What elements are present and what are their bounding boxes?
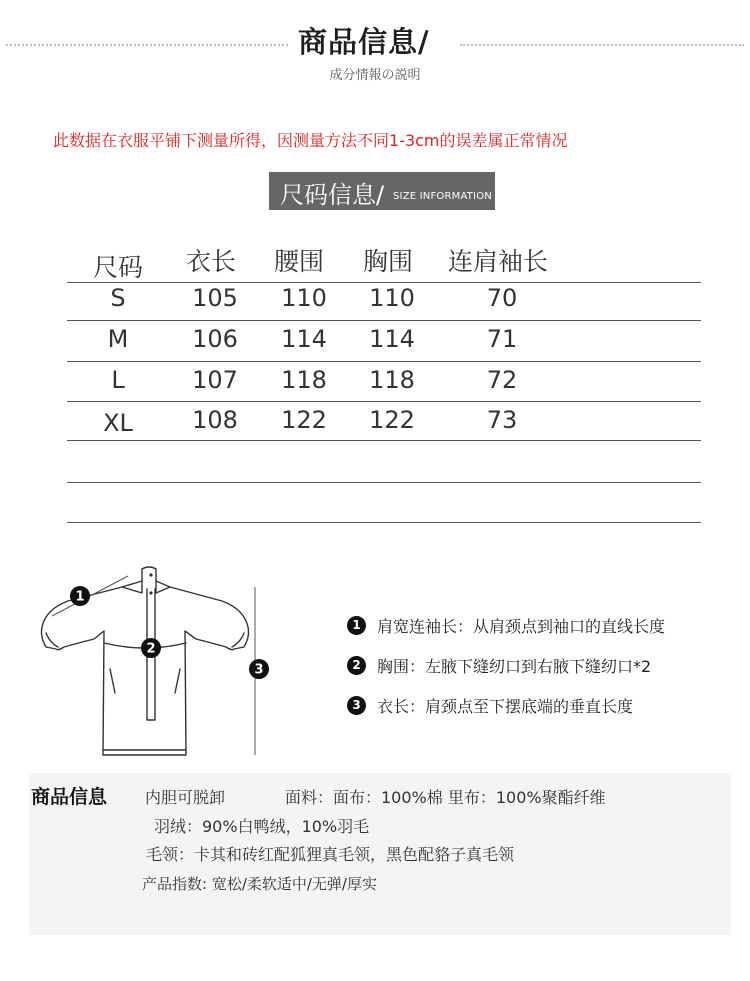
legend-text: 胸围：左腋下缝纫口到右腋下缝纫口*2 <box>377 657 652 676</box>
cell-length: 108 <box>192 406 238 434</box>
page-subtitle: 成分情報の説明 <box>329 68 421 83</box>
table-divider <box>67 482 701 483</box>
cell-length: 106 <box>192 325 238 353</box>
cell-length: 105 <box>192 284 238 312</box>
left-pocket <box>110 669 115 693</box>
header-size: 尺码 <box>93 253 144 282</box>
table-row <box>67 325 701 365</box>
right-cuff <box>232 633 244 647</box>
down-fill-text: 羽绒：90%白鸭绒，10%羽毛 <box>154 817 370 836</box>
marker-3-label: 3 <box>254 662 264 678</box>
size-info-subtitle: SIZE INFORMATION <box>393 191 492 202</box>
collar-left-flap <box>122 581 142 593</box>
cell-size: XL <box>103 409 133 437</box>
product-info-box <box>29 773 731 935</box>
coat-outline <box>42 581 249 755</box>
legend-number-icon: 2 <box>347 656 366 675</box>
measurement-note: 此数据在衣服平铺下测量所得，因测量方法不同1-3cm的误差属正常情况 <box>53 131 568 150</box>
table-divider <box>67 361 701 362</box>
cell-waist: 122 <box>281 406 327 434</box>
cell-size: L <box>111 366 125 394</box>
header <box>0 0 750 100</box>
legend-number-icon: 1 <box>347 616 366 635</box>
cell-chest: 114 <box>369 325 415 353</box>
cell-chest: 118 <box>369 366 415 394</box>
table-divider <box>67 320 701 321</box>
size-info-title: 尺码信息/ <box>280 181 385 209</box>
product-index-text: 产品指数: 宽松/柔软适中/无弹/厚实 <box>142 875 377 893</box>
header-sleeve: 连肩袖长 <box>448 247 549 276</box>
legend-text: 衣长：肩颈点至下摆底端的垂直长度 <box>377 697 634 716</box>
coat-button <box>149 573 152 576</box>
table-divider <box>67 440 701 441</box>
cell-waist: 114 <box>281 325 327 353</box>
table-divider <box>67 522 701 523</box>
cell-length: 107 <box>192 366 238 394</box>
size-info-badge <box>269 172 495 210</box>
product-info-title: 商品信息 <box>31 786 108 808</box>
marker-1-icon <box>70 586 90 606</box>
marker-2-icon <box>141 638 161 658</box>
coat-button <box>149 591 152 594</box>
marker-3-icon <box>249 659 269 679</box>
cell-chest: 110 <box>369 284 415 312</box>
legend-text: 肩宽连袖长：从肩颈点到袖口的直线长度 <box>377 617 666 636</box>
cell-sleeve: 72 <box>486 366 518 394</box>
fur-collar-text: 毛领：卡其和砖红配狐狸真毛领，黑色配貉子真毛领 <box>146 845 515 864</box>
cell-chest: 122 <box>369 406 415 434</box>
header-length: 衣长 <box>186 247 237 276</box>
fabric-text: 面料：面布：100%棉 里布：100%聚酯纤维 <box>285 788 606 807</box>
dotted-divider-left <box>6 44 288 46</box>
table-row <box>67 284 701 324</box>
table-header <box>67 238 701 282</box>
page-title: 商品信息/ <box>298 25 430 59</box>
left-cuff <box>46 633 58 647</box>
header-chest: 胸围 <box>363 247 414 276</box>
table-divider <box>67 282 701 283</box>
marker-1-label: 1 <box>75 589 85 605</box>
coat-measurement-diagram <box>30 565 290 775</box>
cell-sleeve: 70 <box>486 284 518 312</box>
right-pocket <box>175 669 180 693</box>
collar-right-flap <box>156 581 170 593</box>
cell-sleeve: 71 <box>486 325 518 353</box>
cell-sleeve: 73 <box>486 406 518 434</box>
header-waist: 腰围 <box>274 247 325 276</box>
cell-size: S <box>110 284 126 312</box>
cell-waist: 118 <box>281 366 327 394</box>
table-divider <box>67 401 701 402</box>
cell-waist: 110 <box>281 284 327 312</box>
coat-collar <box>142 567 156 581</box>
cell-size: M <box>107 325 129 353</box>
legend-number-icon: 3 <box>347 696 366 715</box>
dotted-divider-right <box>460 44 744 46</box>
marker-2-label: 2 <box>146 641 156 657</box>
removable-liner-text: 内胆可脱卸 <box>145 788 226 807</box>
table-row <box>67 366 701 406</box>
